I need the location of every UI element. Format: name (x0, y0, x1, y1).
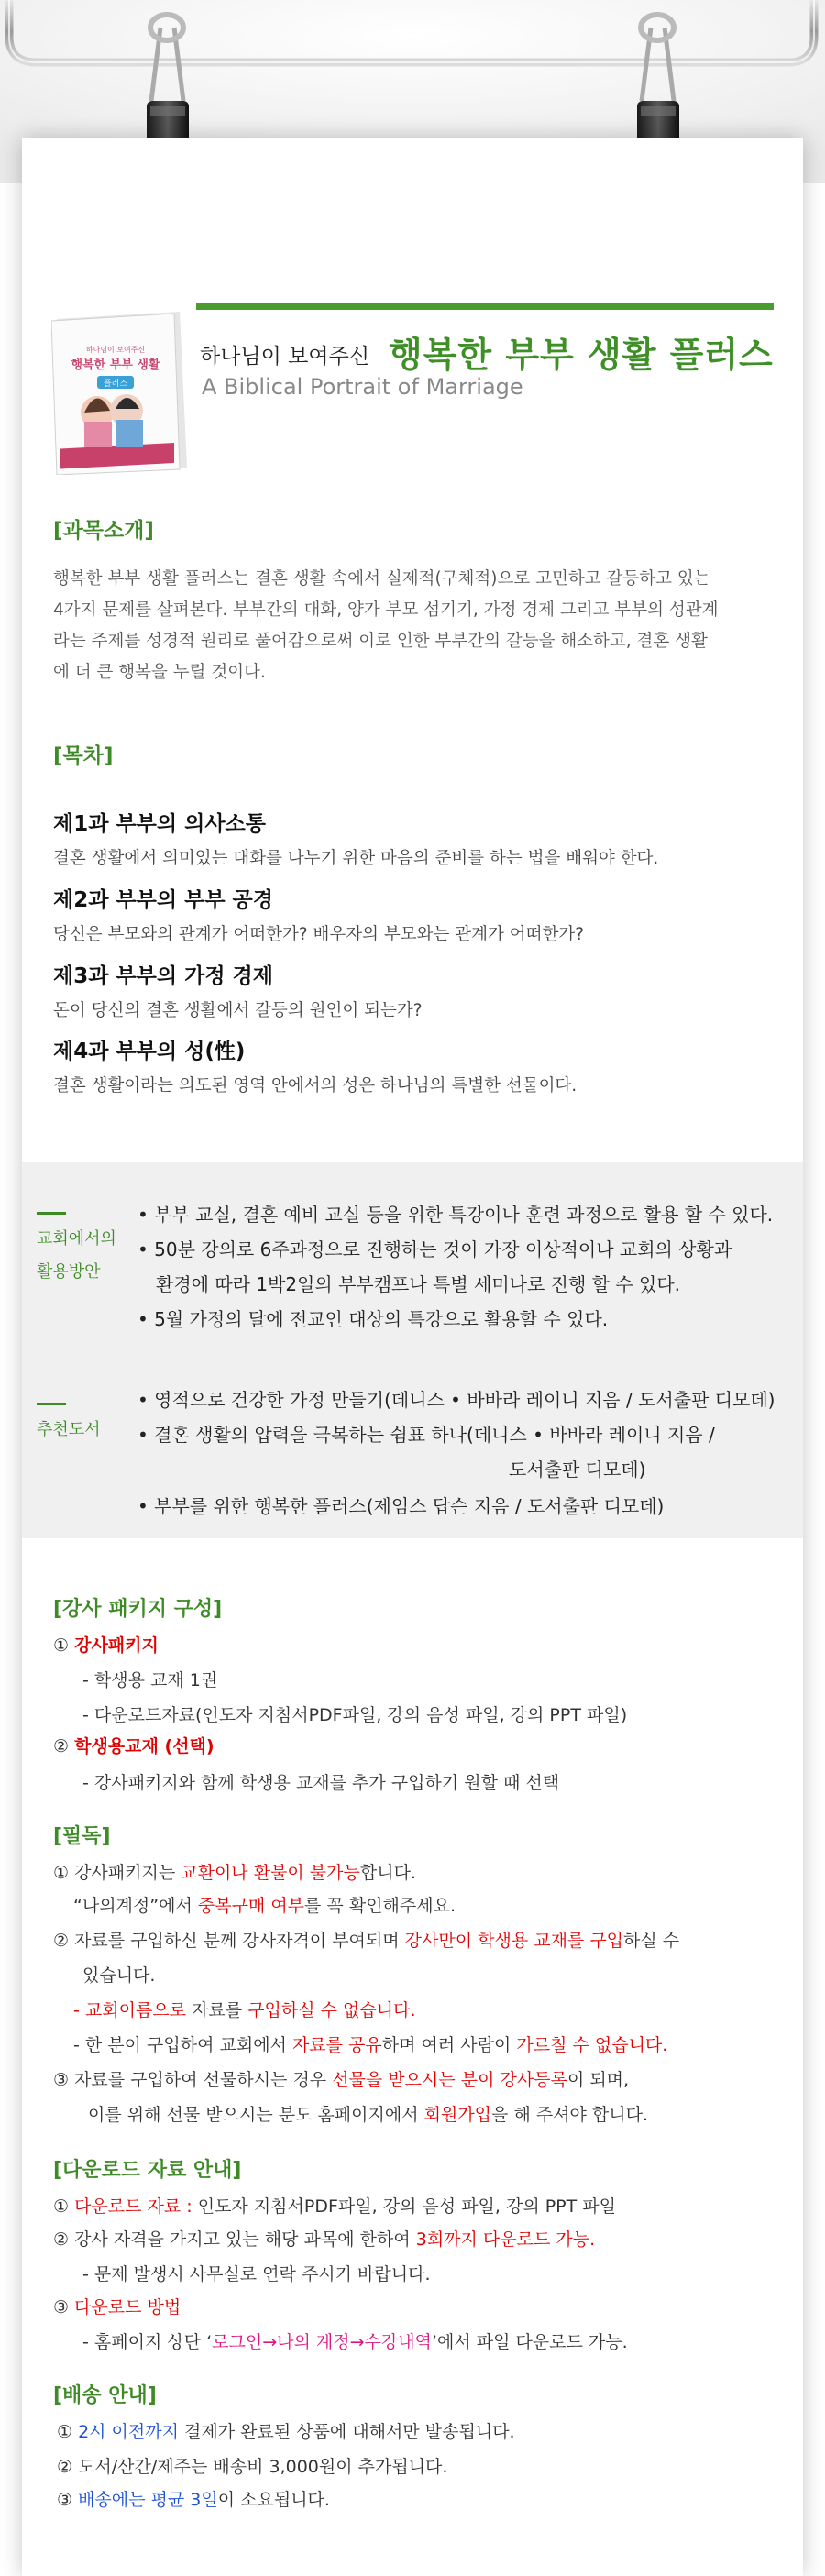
chapter-1-title: 제1과 부부의 의사소통 (53, 812, 266, 836)
text-segment: ③ (53, 2297, 75, 2317)
chapter-2-desc: 당신은 부모와의 관계가 어떠한가? 배우자의 부모와는 관계가 어떠한가? (53, 925, 585, 944)
chapter-4-desc: 결혼 생활이라는 의도된 영역 안에서의 성은 하나님의 특별한 선물이다. (53, 1076, 578, 1095)
text-segment: ③ (57, 2490, 79, 2510)
download-heading: [다운로드 자료 안내] (53, 2159, 242, 2182)
notice-line: 있습니다. (82, 1965, 156, 1986)
text-segment: 교회이름으로 (84, 2000, 187, 2020)
text-segment: 자료를 공유 (292, 2035, 382, 2055)
page-title: 행복한 부부 생활 플러스 (389, 335, 774, 375)
chapter-2-title: 제2과 부부의 부부 공경 (53, 888, 273, 912)
text-segment: 자료를 (186, 2000, 248, 2020)
book-cover-image (51, 312, 187, 475)
download-line (53, 2294, 181, 2318)
page-subtitle-english: A Biblical Portrait of Marriage (202, 374, 523, 400)
usage-item: • 50분 강의로 6주과정으로 진행하는 것이 가장 이상적이나 교회의 상황과 (138, 1238, 732, 1260)
book-item: 도서출판 디모데) (509, 1459, 646, 1481)
notice-line (73, 1997, 416, 2021)
notice-line (53, 1859, 416, 1884)
text-segment: 로그인→나의 계정→수강내역 (212, 2332, 432, 2352)
notice-line (53, 1927, 679, 1952)
usage-label (37, 1223, 116, 1289)
text-segment: 이 되며, (566, 2070, 630, 2090)
text-segment: ③ 자료를 구입하여 선물하시는 경우 (53, 2070, 333, 2090)
package-item-1-sub: - 다운로드자료(인도자 지침서PDF파일, 강의 음성 파일, 강의 PPT 파일) (82, 1705, 628, 1725)
package-item-1 (53, 1632, 159, 1657)
notice-line (88, 2101, 648, 2126)
notice-line (53, 2066, 629, 2091)
text-segment: 하며 여러 사람이 (381, 2035, 517, 2055)
shipping-heading: [배송 안내] (53, 2384, 157, 2407)
shipping-line (57, 2486, 330, 2511)
shipping-line: ② 도서/산간/제주는 배송비 3,000원이 추가됩니다. (57, 2457, 448, 2477)
text-segment: 다운로드 방법 (74, 2297, 182, 2317)
usage-label-line: 활용방안 (37, 1262, 101, 1282)
text-segment: - 한 분이 구입하여 교회에서 (73, 2035, 292, 2055)
package-item-1-title: 강사패키지 (74, 1635, 159, 1656)
shipping-line (57, 2418, 515, 2443)
download-line (82, 2328, 628, 2353)
package-item-2 (53, 1733, 214, 1757)
text-segment: ① (53, 2196, 75, 2217)
toc-heading: [목차] (53, 744, 114, 768)
book-cover-title: 행복한 부부 생활 (71, 358, 160, 372)
usage-dash (37, 1212, 66, 1215)
package-item-1-sub: - 학생용 교재 1권 (82, 1670, 218, 1690)
text-segment: 2시 이전까지 (78, 2422, 179, 2442)
text-segment: 이 소요됩니다. (217, 2490, 330, 2510)
text-segment: 강사만이 학생용 교재를 구입 (404, 1931, 624, 1951)
intro-line: 행복한 부부 생활 플러스는 결혼 생활 속에서 실제적(구체적)으로 고민하고 갈등하고 있는 (53, 569, 710, 589)
books-dash (37, 1403, 66, 1405)
usage-item: • 부부 교실, 결혼 예비 교실 등을 위한 특강이나 훈련 과정으로 활용 할 수 있다. (138, 1204, 774, 1226)
download-line (53, 2193, 616, 2218)
intro-line: 라는 주제를 성경적 원리로 풀어감으로써 이로 인한 부부간의 갈등을 해소하고, 결혼 생활 (53, 632, 708, 651)
title-prefix: 하나님이 보여주신 (200, 345, 370, 369)
chapter-4-title: 제4과 부부의 성(性) (53, 1040, 246, 1063)
package-item-2-title: 학생용교재 (선택) (74, 1736, 214, 1756)
download-line (53, 2226, 595, 2251)
text-segment: ② 강사 자격을 가지고 있는 해당 과목에 한하여 (53, 2229, 416, 2250)
book-item: • 부부를 위한 행복한 플러스(제임스 답슨 지음 / 도서출판 디모데) (138, 1495, 665, 1517)
text-segment: - (73, 2000, 85, 2020)
notice-line (73, 2031, 667, 2056)
usage-item: 환경에 따라 1박2일의 부부캠프나 특별 세미나로 진행 할 수 있다. (156, 1273, 681, 1295)
text-segment: 을 해 주셔야 합니다. (491, 2105, 649, 2125)
chapter-1-desc: 결혼 생활에서 의미있는 대화를 나누기 위한 마음의 준비를 하는 법을 배워야 한다. (53, 849, 659, 868)
text-segment: ① (57, 2422, 79, 2442)
notice-heading: [필독] (53, 1825, 111, 1848)
usage-label-line: 교회에서의 (37, 1229, 116, 1249)
header-green-line (196, 303, 774, 310)
books-label: 추천도서 (37, 1420, 101, 1439)
intro-line: 에 더 큰 행복을 누릴 것이다. (53, 663, 266, 682)
text-segment: “나의계정”에서 (73, 1896, 198, 1916)
text-segment: 하실 수 (623, 1931, 680, 1951)
package-heading: [강사 패키지 구성] (53, 1598, 223, 1621)
text-segment: 이를 위해 선물 받으시는 분도 홈페이지에서 (88, 2105, 424, 2125)
text-segment: 다운로드 자료 : (74, 2196, 192, 2217)
text-segment: 회원가입 (424, 2105, 492, 2125)
text-segment: 가르칠 수 없습니다. (516, 2035, 668, 2055)
text-segment: 선물을 받으시는 분이 강사등록 (332, 2070, 567, 2090)
book-cover-top-text: 하나님이 보여주신 (85, 346, 146, 354)
text-segment: 합니다. (359, 1863, 416, 1883)
book-item: • 영적으로 건강한 가정 만들기(데니스 • 바바라 레이니 지음 / 도서출판 디모데) (138, 1389, 776, 1411)
text-segment: ② 자료를 구입하신 분께 강사자격이 부여되며 (53, 1931, 405, 1951)
text-segment: - 홈페이지 상단 ‘ (82, 2332, 213, 2352)
chapter-3-desc: 돈이 당신의 결혼 생활에서 갈등의 원인이 되는가? (53, 1001, 423, 1020)
intro-line: 4가지 문제를 살펴본다. 부부간의 대화, 양가 부모 섬기기, 가정 경제 그리고 부부의 성관계 (53, 600, 719, 620)
book-item: • 결혼 생활의 압력을 극복하는 쉼표 하나(데니스 • 바바라 레이니 지음 / (138, 1424, 715, 1446)
usage-item: • 5월 가정의 달에 전교인 대상의 특강으로 활용할 수 있다. (138, 1308, 609, 1330)
text-segment: 인도자 지침서PDF파일, 강의 음성 파일, 강의 PPT 파일 (192, 2196, 616, 2217)
intro-heading: [과목소개] (53, 519, 154, 543)
download-line: - 문제 발생시 사무실로 연락 주시기 바랍니다. (82, 2264, 431, 2284)
text-segment: 배송에는 평균 3일 (78, 2490, 218, 2510)
num: ① (53, 1635, 70, 1656)
text-segment: 중복구매 여부 (197, 1896, 305, 1916)
package-item-2-sub: - 강사패키지와 함께 학생용 교재를 추가 구입하기 원할 때 선택 (82, 1773, 560, 1793)
text-segment: 교환이나 환불이 불가능 (181, 1863, 360, 1883)
num: ② (53, 1736, 70, 1756)
text-segment: 3회까지 다운로드 가능. (415, 2229, 596, 2250)
text-segment: 구입하실 수 없습니다. (248, 2000, 416, 2020)
text-segment: ’에서 파일 다운로드 가능. (431, 2332, 628, 2352)
text-segment: 를 꼭 확인해주세요. (304, 1896, 456, 1916)
text-segment: 결제가 완료된 상품에 대해서만 발송됩니다. (178, 2422, 515, 2442)
notice-line (73, 1892, 456, 1917)
book-cover-badge: 플러스 (103, 380, 128, 389)
text-segment: ① 강사패키지는 (53, 1863, 182, 1883)
intro-text (53, 564, 786, 688)
chapter-3-title: 제3과 부부의 가정 경제 (53, 964, 273, 988)
